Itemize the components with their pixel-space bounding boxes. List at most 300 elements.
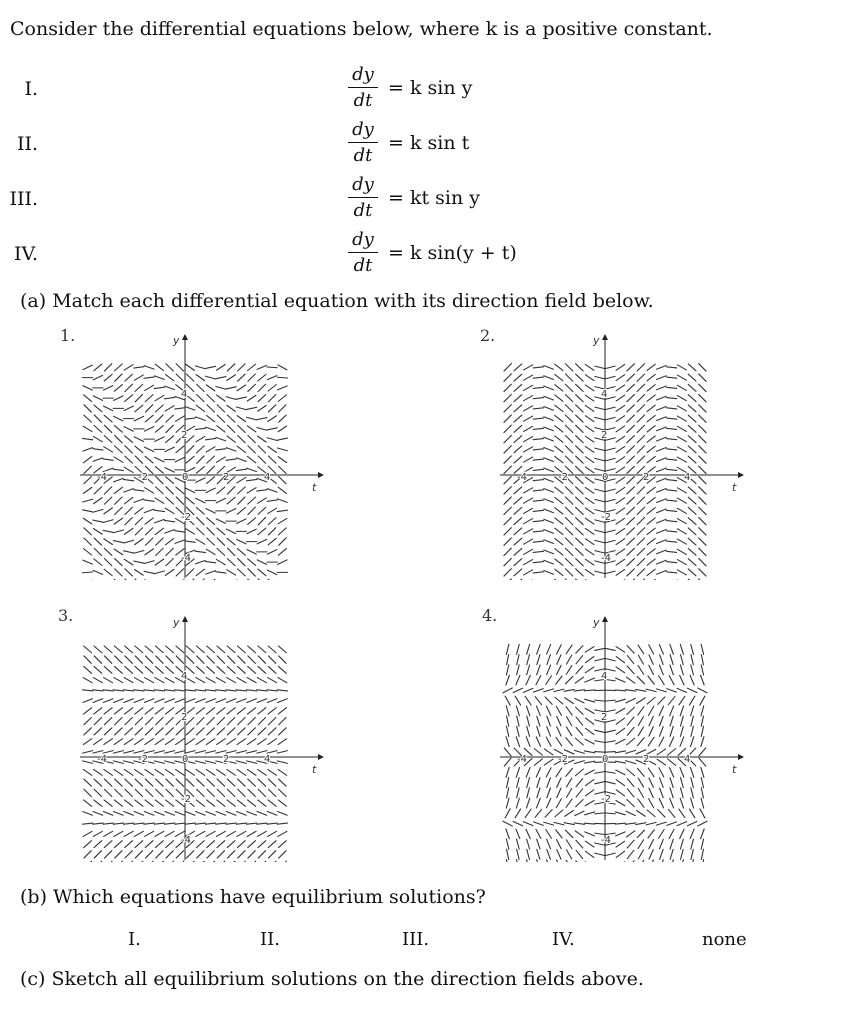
slope-segment: [206, 739, 215, 745]
slope-segment: [688, 548, 696, 555]
slope-segment: [113, 530, 123, 533]
slope-segment: [615, 699, 625, 702]
slope-segment: [94, 656, 101, 663]
slope-segment: [688, 507, 696, 514]
fraction-numerator: dy: [352, 229, 374, 250]
slope-segment: [595, 658, 605, 661]
slope-segment: [155, 699, 165, 703]
slope-segment: [279, 466, 287, 473]
slope-segment: [535, 697, 542, 705]
slope-segment: [627, 405, 635, 412]
slope-segment: [217, 426, 225, 432]
slope-segment: [564, 689, 574, 691]
slope-segment: [555, 810, 563, 817]
slope-segment: [647, 374, 655, 380]
slope-segment: [124, 365, 133, 370]
slope-segment: [670, 716, 673, 726]
slope-segment: [659, 798, 663, 807]
choice-i[interactable]: I.: [128, 929, 141, 950]
slope-segment: [699, 507, 706, 514]
slope-segment: [504, 456, 511, 463]
slope-segment: [248, 559, 256, 566]
slope-segment: [605, 658, 615, 661]
slope-segment: [524, 519, 533, 524]
intro-text: [10, 18, 713, 40]
slope-segment: [134, 699, 144, 703]
slope-segment: [175, 531, 185, 532]
slope-segment: [681, 655, 684, 665]
slope-segment: [565, 497, 572, 504]
slope-segment: [565, 548, 572, 555]
slope-segment: [557, 727, 561, 736]
t-axis-label: t: [732, 481, 737, 494]
slope-segment: [637, 405, 644, 412]
slope-segment: [238, 364, 245, 371]
slope-segment: [504, 548, 511, 555]
slope-segment: [278, 831, 287, 836]
slope-segment: [83, 812, 93, 816]
slope-segment: [278, 861, 286, 862]
slope-segment: [124, 427, 133, 431]
slope-segment: [237, 477, 246, 482]
slope-segment: [637, 394, 644, 401]
slope-segment: [217, 365, 226, 371]
slope-segment: [527, 849, 530, 859]
slope-segment: [84, 666, 92, 673]
slope-segment: [637, 569, 644, 576]
equation-label: III.: [9, 188, 38, 210]
fraction-bar: [348, 252, 378, 253]
slope-segment: [217, 717, 224, 724]
direction-field-4: [500, 612, 750, 862]
slope-segment: [677, 375, 686, 380]
slope-segment: [216, 498, 225, 502]
slope-segment: [84, 528, 92, 535]
slope-segment: [196, 769, 205, 775]
slope-segment: [195, 761, 205, 763]
slope-segment: [227, 841, 235, 848]
slope-segment: [506, 829, 510, 839]
slope-segment: [227, 666, 235, 673]
slope-segment: [115, 446, 123, 453]
slope-segment: [227, 405, 235, 411]
slope-segment: [197, 717, 204, 724]
slope-segment: [605, 853, 615, 856]
slope-segment: [166, 841, 174, 848]
slope-segment: [257, 831, 266, 836]
slope-segment: [679, 809, 685, 818]
slope-segment: [514, 405, 522, 412]
slope-segment: [657, 550, 667, 554]
slope-segment: [544, 458, 554, 462]
slope-segment: [83, 751, 93, 753]
slope-segment: [125, 646, 133, 653]
slope-segment: [627, 850, 633, 858]
slope-segment: [701, 644, 703, 654]
slope-segment: [585, 832, 595, 836]
slope-segment: [197, 528, 205, 535]
slope-segment: [258, 436, 266, 442]
slope-segment: [258, 446, 266, 453]
slope-segment: [104, 841, 112, 848]
slope-segment: [647, 497, 655, 503]
slope-segment: [103, 751, 113, 753]
slope-segment: [657, 499, 667, 503]
slope-segment: [134, 678, 143, 683]
slope-segment: [657, 478, 667, 482]
slope-segment: [268, 841, 276, 848]
slope-segment: [155, 395, 164, 400]
y-axis-label: y: [173, 616, 180, 629]
slope-segment: [659, 706, 663, 715]
slope-segment: [537, 788, 540, 798]
slope-segment: [666, 510, 676, 511]
slope-segment: [207, 861, 215, 862]
slope-segment: [557, 839, 562, 848]
slope-segment: [566, 860, 572, 862]
choice-ii[interactable]: II.: [260, 929, 280, 950]
slope-segment: [669, 768, 673, 777]
slope-segment: [638, 645, 644, 654]
choice-none[interactable]: none: [702, 929, 747, 950]
slope-segment: [657, 509, 667, 513]
y-tick-label: 4: [601, 671, 608, 682]
slope-segment: [699, 548, 706, 555]
slope-segment: [544, 427, 554, 431]
fraction-bar: [348, 197, 378, 198]
slope-segment: [616, 667, 625, 673]
slope-segment: [93, 812, 103, 816]
slope-segment: [555, 528, 563, 534]
slope-segment: [647, 549, 655, 555]
slope-segment: [595, 540, 605, 542]
slope-segment: [278, 487, 286, 493]
slope-segment: [165, 831, 174, 836]
slope-segment: [616, 385, 625, 391]
slope-segment: [637, 528, 644, 535]
slope-segment: [605, 571, 615, 573]
slope-segment: [555, 426, 563, 432]
slope-segment: [556, 645, 561, 654]
slope-segment: [533, 408, 543, 409]
slope-segment: [279, 789, 286, 796]
slope-segment: [268, 416, 277, 422]
slope-segment: [585, 395, 594, 401]
slope-segment: [565, 435, 572, 442]
slope-segment: [82, 438, 92, 439]
choice-iv[interactable]: IV.: [552, 929, 575, 950]
slope-segment: [557, 778, 561, 787]
choice-iii[interactable]: III.: [402, 929, 430, 950]
slope-segment: [574, 823, 584, 824]
slope-segment: [574, 761, 584, 764]
slope-segment: [627, 779, 634, 787]
slope-segment: [83, 487, 91, 493]
slope-segment: [616, 436, 625, 442]
slope-segment: [134, 375, 143, 380]
slope-segment: [627, 800, 634, 807]
slope-segment: [649, 850, 653, 860]
slope-segment: [237, 699, 247, 703]
slope-segment: [226, 690, 236, 691]
slope-segment: [236, 458, 246, 461]
slope-segment: [279, 528, 287, 535]
slope-segment: [238, 666, 246, 673]
slope-segment: [248, 579, 256, 580]
slope-segment: [566, 778, 571, 787]
slope-segment: [247, 769, 256, 775]
y-tick-label: -2: [181, 794, 191, 805]
slope-segment: [638, 717, 643, 726]
slope-segment: [677, 560, 686, 565]
slope-segment: [94, 487, 102, 494]
slope-segment: [677, 498, 686, 503]
y-axis-arrow: [602, 616, 608, 622]
slope-segment: [145, 851, 152, 858]
slope-segment: [627, 717, 634, 725]
t-tick-label: 4: [264, 472, 271, 483]
slope-segment: [544, 550, 554, 554]
slope-segment: [206, 447, 215, 452]
slope-segment: [666, 428, 676, 429]
slope-segment: [667, 689, 677, 692]
slope-segment: [556, 737, 562, 746]
y-tick-label: 2: [601, 712, 608, 723]
slope-segment: [533, 500, 543, 501]
slope-segment: [156, 789, 163, 796]
slope-segment: [680, 726, 683, 736]
slope-segment: [660, 716, 664, 726]
slope-segment: [113, 469, 123, 470]
slope-segment: [527, 839, 530, 849]
slope-segment: [103, 406, 112, 410]
slope-segment: [216, 559, 225, 564]
slope-segment: [627, 487, 635, 494]
slope-segment: [524, 385, 533, 390]
slope-segment: [556, 860, 561, 862]
slope-segment: [677, 519, 686, 524]
slope-segment: [527, 778, 530, 788]
slope-segment: [555, 538, 563, 544]
slope-segment: [555, 405, 563, 411]
slope-segment: [637, 497, 644, 504]
slope-segment: [257, 690, 267, 691]
slope-segment: [627, 579, 635, 580]
slope-segment: [576, 415, 584, 422]
slope-segment: [207, 477, 215, 484]
slope-segment: [237, 646, 245, 653]
slope-segment: [207, 405, 214, 412]
slope-segment: [680, 829, 684, 838]
derivative-fraction: [348, 229, 378, 276]
slope-segment: [227, 497, 235, 504]
slope-segment: [84, 405, 91, 412]
slope-segment: [185, 812, 195, 816]
slope-segment: [533, 510, 543, 511]
slope-segment: [247, 426, 255, 432]
slope-segment: [637, 415, 644, 422]
slope-segment: [124, 497, 132, 503]
slope-segment: [278, 457, 286, 463]
slope-segment: [279, 476, 286, 483]
slope-segment: [527, 644, 530, 654]
slope-segment: [595, 458, 605, 460]
slope-segment: [616, 801, 625, 806]
slope-segment: [688, 425, 696, 432]
slope-segment: [216, 812, 226, 816]
slope-segment: [690, 829, 694, 839]
y-axis-label: y: [593, 334, 600, 347]
slope-segment: [670, 788, 673, 798]
y-tick-label: 2: [601, 430, 608, 441]
slope-segment: [605, 813, 615, 814]
slope-segment: [258, 395, 266, 402]
slope-segment: [134, 690, 144, 691]
slope-segment: [144, 561, 154, 564]
slope-segment: [268, 708, 276, 714]
slope-segment: [679, 696, 685, 705]
slope-segment: [278, 739, 287, 745]
slope-segment: [585, 436, 594, 442]
slope-segment: [688, 528, 696, 535]
slope-segment: [207, 841, 215, 848]
slope-segment: [547, 839, 551, 849]
slope-segment: [595, 407, 605, 409]
slope-segment: [505, 696, 510, 705]
slope-segment: [504, 558, 511, 565]
slope-segment: [680, 778, 683, 788]
y-axis-arrow: [182, 616, 188, 622]
slope-segment: [681, 788, 684, 798]
slope-segment: [638, 860, 644, 862]
slope-segment: [186, 364, 194, 370]
slope-segment: [555, 415, 563, 421]
slope-segment: [155, 831, 164, 836]
slope-segment: [175, 540, 185, 543]
slope-segment: [155, 528, 163, 534]
slope-segment: [278, 708, 286, 714]
field-4-label: 4.: [482, 606, 498, 625]
slope-segment: [166, 779, 174, 786]
slope-segment: [666, 449, 676, 450]
slope-segment: [123, 823, 133, 824]
slope-segment: [595, 376, 605, 378]
slope-segment: [637, 456, 644, 463]
t-tick-label: 0: [182, 472, 189, 483]
slope-segment: [155, 739, 164, 745]
slope-segment: [144, 509, 154, 512]
slope-segment: [176, 728, 184, 735]
slope-segment: [659, 860, 663, 862]
slope-segment: [135, 779, 143, 786]
slope-segment: [83, 456, 91, 462]
slope-segment: [506, 767, 509, 777]
slope-segment: [595, 700, 605, 701]
slope-segment: [135, 851, 142, 858]
slope-segment: [616, 657, 624, 663]
slope-segment: [701, 675, 705, 685]
slope-segment: [113, 823, 123, 824]
slope-segment: [186, 384, 193, 391]
intro-statement: Consider the differential equations below, where k is a positive constant.: [10, 18, 713, 40]
slope-segment: [166, 436, 174, 443]
slope-segment: [206, 488, 215, 492]
slope-segment: [238, 487, 246, 494]
slope-segment: [585, 739, 594, 744]
slope-segment: [83, 518, 92, 524]
slope-segment: [657, 749, 666, 755]
slope-segment: [670, 726, 673, 736]
slope-segment: [638, 778, 643, 787]
y-tick-label: -4: [181, 553, 191, 564]
slope-segment: [257, 539, 266, 543]
t-axis-arrow: [738, 754, 744, 760]
slope-segment: [114, 549, 123, 555]
slope-segment: [185, 488, 194, 492]
slope-segment: [114, 646, 122, 653]
slope-segment: [84, 477, 92, 484]
slope-segment: [278, 386, 288, 390]
slope-segment: [257, 560, 266, 564]
slope-segment: [688, 384, 696, 391]
slope-segment: [585, 780, 593, 786]
slope-segment: [544, 417, 554, 421]
slope-segment: [279, 415, 287, 422]
slope-segment: [247, 550, 256, 554]
slope-segment: [659, 665, 663, 675]
slope-segment: [226, 529, 235, 533]
slope-segment: [547, 778, 551, 788]
slope-segment: [144, 500, 154, 501]
slope-segment: [681, 849, 684, 859]
slope-segment: [691, 644, 694, 654]
slope-segment: [688, 405, 696, 412]
slope-segment: [166, 717, 173, 724]
slope-segment: [565, 810, 574, 816]
slope-segment: [545, 697, 552, 705]
slope-segment: [115, 656, 122, 663]
slope-segment: [537, 860, 541, 862]
slope-segment: [206, 415, 214, 421]
slope-segment: [688, 497, 696, 504]
slope-segment: [207, 538, 215, 545]
slope-segment: [576, 800, 583, 807]
slope-segment: [164, 690, 174, 691]
slope-segment: [248, 446, 255, 453]
slope-segment: [166, 497, 174, 504]
slope-segment: [248, 861, 256, 862]
slope-segment: [555, 395, 563, 401]
slope-segment: [507, 849, 509, 859]
slope-segment: [207, 728, 215, 735]
slope-segment: [156, 656, 163, 663]
slope-segment: [699, 405, 706, 412]
slope-segment: [638, 655, 643, 664]
slope-segment: [576, 446, 584, 453]
slope-segment: [544, 437, 554, 441]
slope-segment: [666, 562, 676, 563]
slope-segment: [236, 407, 246, 410]
slope-segment: [517, 839, 520, 849]
slope-segment: [166, 548, 173, 555]
slope-segment: [83, 499, 93, 502]
slope-segment: [156, 717, 163, 724]
slope-segment: [605, 741, 615, 743]
slope-segment: [517, 655, 519, 665]
slope-segment: [605, 417, 615, 419]
slope-segment: [84, 789, 91, 796]
slope-segment: [647, 426, 655, 432]
